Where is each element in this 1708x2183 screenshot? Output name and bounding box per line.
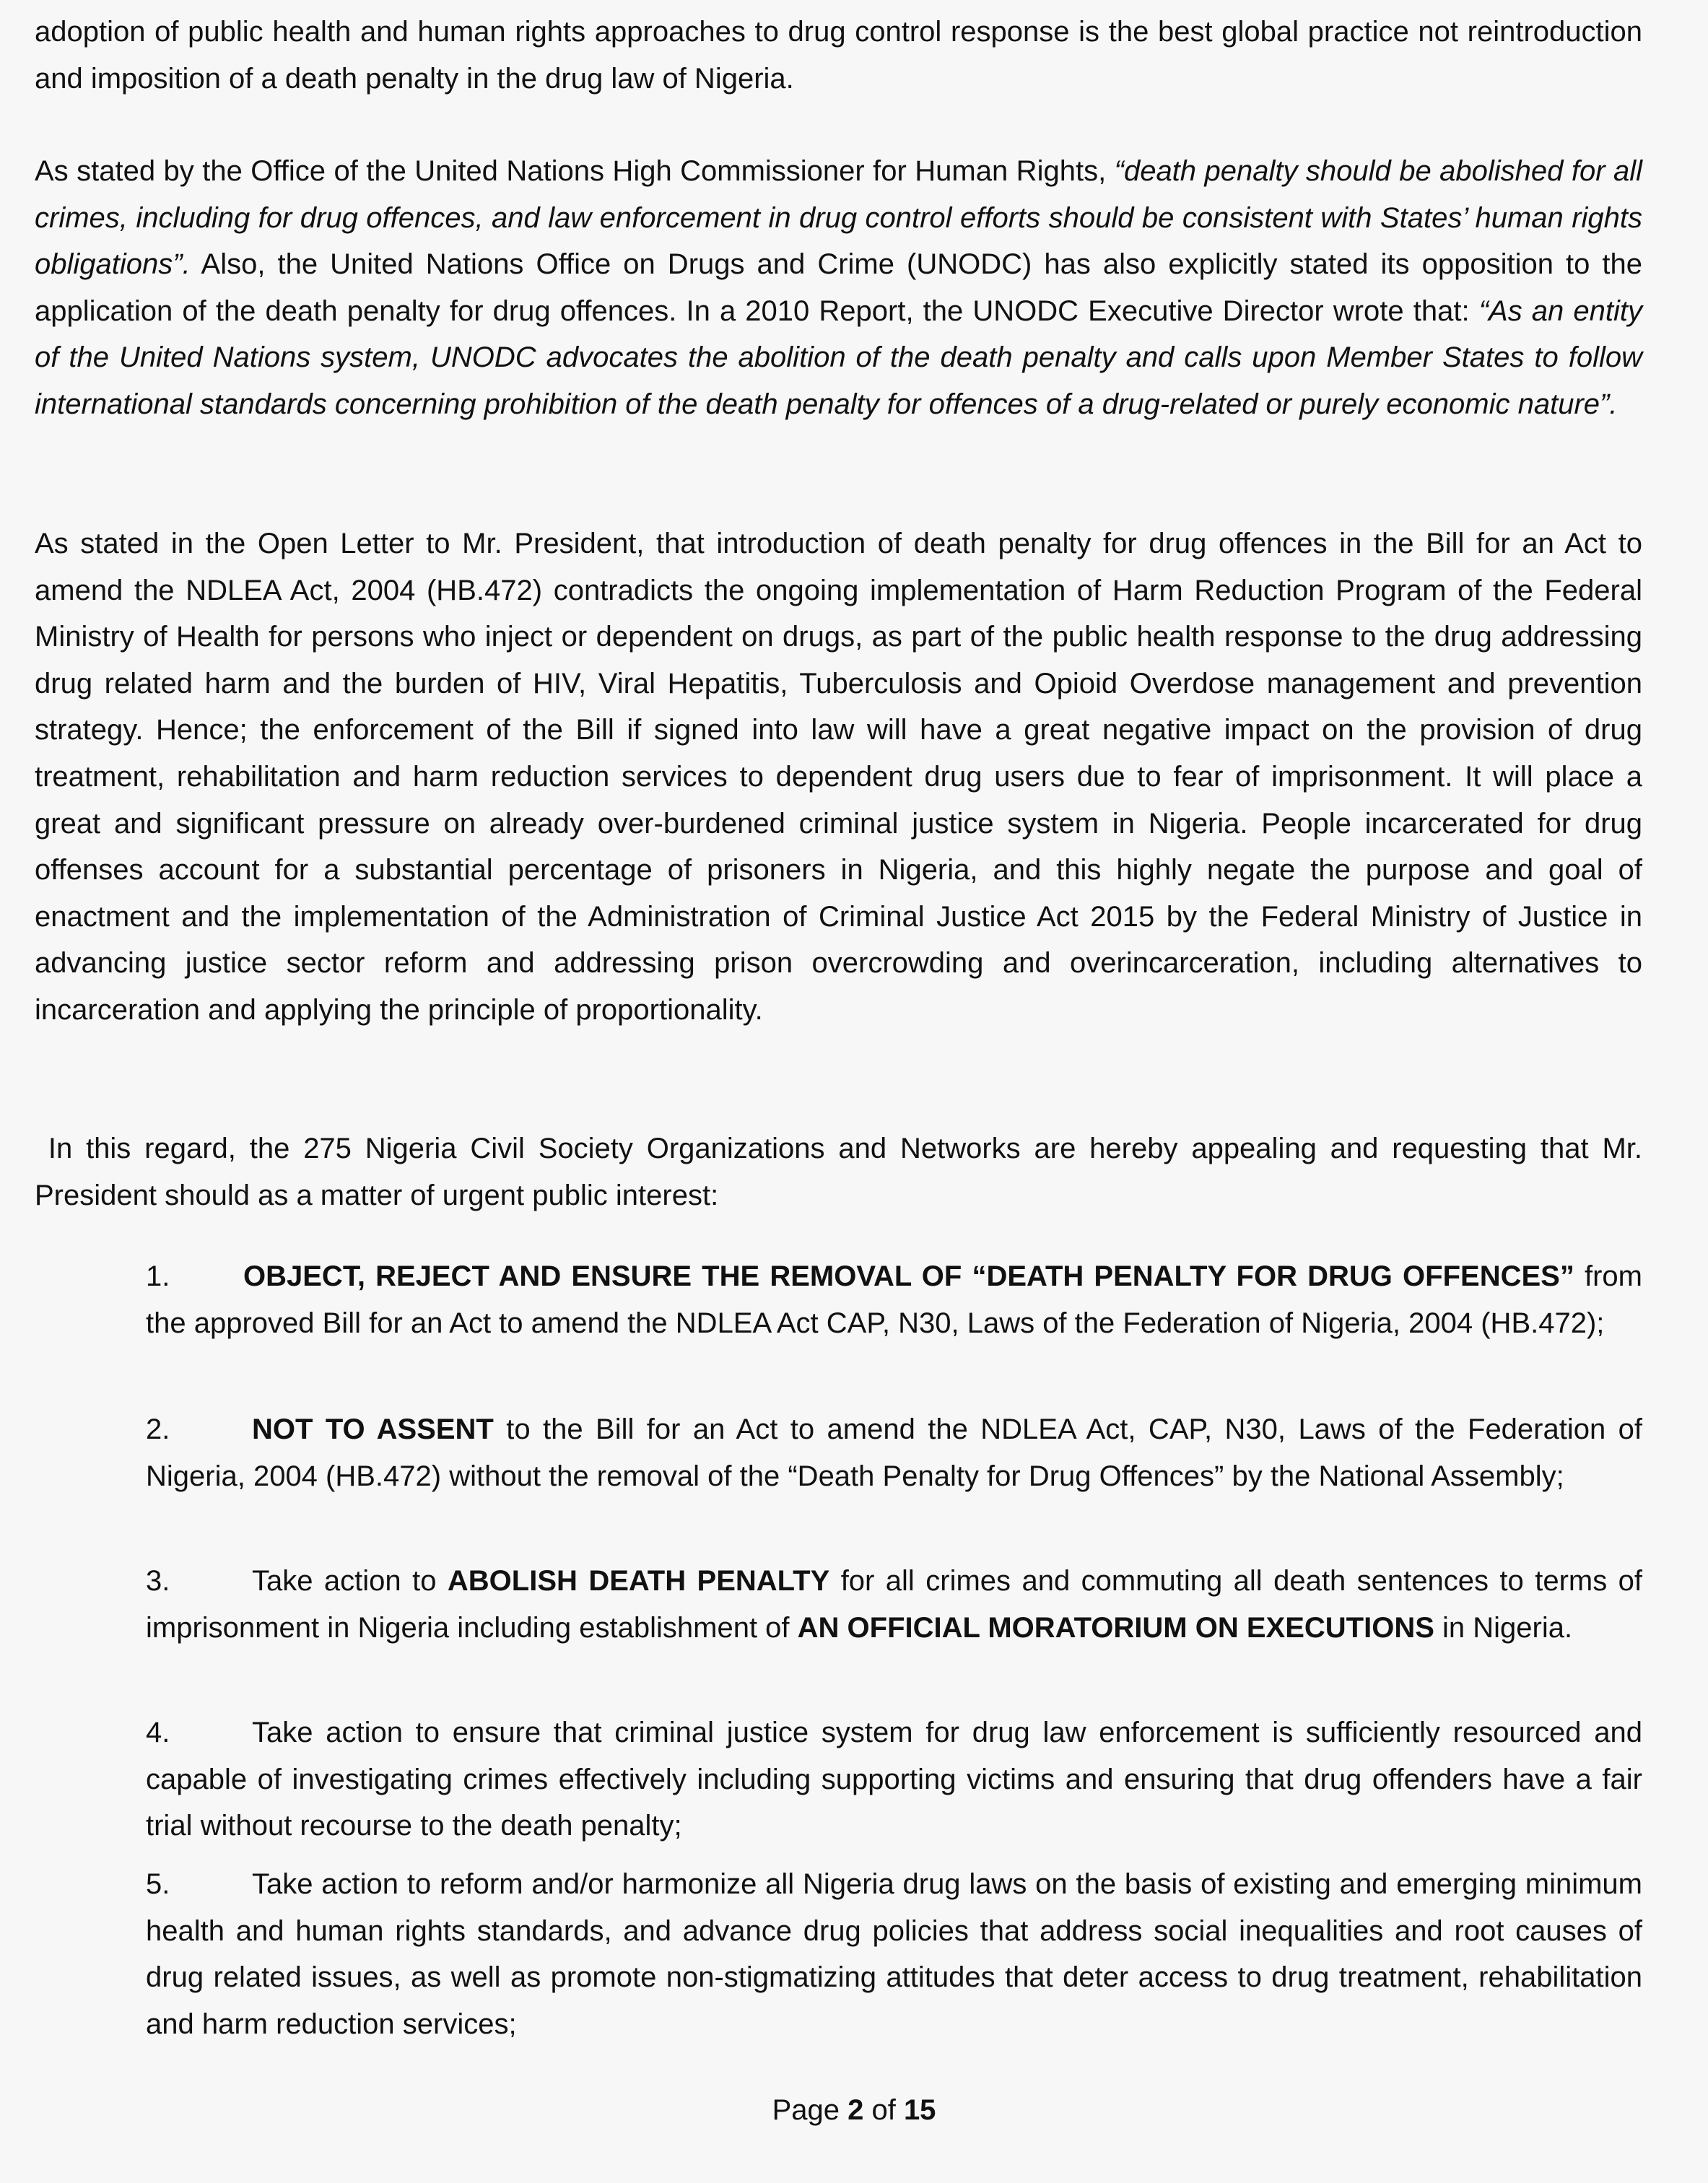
request-text: from the approved Bill for an Act to amend the NDLEA Act CAP, N30, Laws of the Federation of Nigeria, 2004 (HB.472);: [146, 1260, 1642, 1339]
unodc-quote: “As an entity of the United Nations system, UNODC advocates the abolition of the death penalty and calls upon Member States to follow international standards concerning prohibition of the death penalty for offences of a drug-related or purely economic nature”.: [35, 295, 1642, 420]
request-bold-text: ABOLISH DEATH PENALTY: [447, 1565, 830, 1597]
request-text-middle: for all crimes and commuting all death sentences to terms of imprisonment in Nigeria including establishment of: [146, 1565, 1642, 1644]
request-text-before: Take action to: [252, 1565, 448, 1597]
paragraph-appeal-intro: [35, 1125, 1651, 1219]
page-label: Page: [772, 2094, 848, 2126]
paragraph-text: adoption of public health and human rights approaches to drug control response is the best global practice not reintroduction and imposition of a death penalty in the drug law of Nigeria.: [35, 16, 1642, 95]
list-number: 2.: [146, 1413, 170, 1445]
request-bold-text: NOT TO ASSENT: [252, 1413, 494, 1445]
total-pages-number: 15: [903, 2094, 936, 2126]
paragraph-intro: As stated by the Office of the United Nations High Commissioner for Human Rights,: [35, 155, 1115, 187]
list-number: 5.: [146, 1868, 170, 1900]
request-item-4: [146, 1709, 1642, 1849]
request-bold-text: OBJECT, REJECT AND ENSURE THE REMOVAL OF “DEATH PENALTY FOR DRUG OFFENCES”: [243, 1260, 1574, 1292]
paragraph-text: As stated in the Open Letter to Mr. President, that introduction of death penalty for drug offences in the Bill for an Act to amend the NDLEA Act, 2004 (HB.472) contradicts the ongoing implementation of Harm Reduction Program of the Federal Ministry of Health for persons who inject or dependent on drugs, as part of the public health response to the drug addressing drug related harm and the burden of HIV, Viral Hepatitis, Tuberculosis and Opioid Overdose management and prevention strategy. Hence; the enforcement of the Bill if signed into law will have a great negative impact on the provision of drug treatment, rehabilitation and harm reduction services to dependent drug users due to fear of imprisonment. It will place a great and significant pressure on already over-burdened criminal justice system in Nigeria. People incarcerated for drug offenses account for a substantial percentage of prisoners in Nigeria, and this highly negate the purpose and goal of enactment and the implementation of the Administration of Criminal Justice Act 2015 by the Federal Ministry of Justice in advancing justice sector reform and addressing prison overcrowding and overincarceration, including alternatives to incarceration and applying the principle of proportionality.: [35, 528, 1642, 1026]
request-text: Take action to reform and/or harmonize all Nigeria drug laws on the basis of existing and emerging minimum health and human rights standards, and advance drug policies that address social inequalities and root causes of drug related issues, as well as promote non-stigmatizing attitudes that deter access to drug treatment, rehabilitation and harm reduction services;: [146, 1868, 1642, 2040]
list-number: 4.: [146, 1717, 170, 1748]
list-number: 3.: [146, 1565, 170, 1597]
paragraph-open-letter: [35, 520, 1642, 1034]
request-text-after: in Nigeria.: [1434, 1611, 1573, 1644]
request-item-5: [146, 1861, 1642, 2047]
paragraph-un-statements: [35, 148, 1642, 428]
paragraph-text: In this regard, the 275 Nigeria Civil Society Organizations and Networks are hereby appealing and requesting that Mr. President should as a matter of urgent public interest:: [35, 1133, 1651, 1211]
ohchr-quote: “death penalty should be abolished for all crimes, including for drug offences, and law enforcement in drug control efforts should be consistent with States’ human rights obligations”.: [35, 155, 1642, 281]
request-bold-text-2: AN OFFICIAL MORATORIUM ON EXECUTIONS: [797, 1611, 1434, 1644]
paragraph-middle: Also, the United Nations Office on Drugs and Crime (UNODC) has also explicitly stated its opposition to the application of the death penalty for drug offences. In a 2010 Report, the UNODC Executive Director wrote that:: [35, 248, 1642, 327]
page-footer: [0, 2090, 1708, 2130]
request-text: Take action to ensure that criminal justice system for drug law enforcement is sufficiently resourced and capable of investigating crimes effectively including supporting victims and ensuring that drug offenders have a fair trial without recourse to the death penalty;: [146, 1717, 1642, 1842]
request-item-1: [146, 1253, 1642, 1346]
of-label: of: [863, 2094, 904, 2126]
request-item-2: [146, 1406, 1642, 1499]
request-text: to the Bill for an Act to amend the NDLEA Act, CAP, N30, Laws of the Federation of Nigeria, 2004 (HB.472) without the removal of the “Death Penalty for Drug Offences” by the National Assembly;: [146, 1413, 1643, 1492]
request-item-3: [146, 1558, 1642, 1651]
list-number: 1.: [146, 1260, 170, 1292]
current-page-number: 2: [848, 2094, 864, 2126]
paragraph-public-health-approach: [35, 9, 1642, 102]
